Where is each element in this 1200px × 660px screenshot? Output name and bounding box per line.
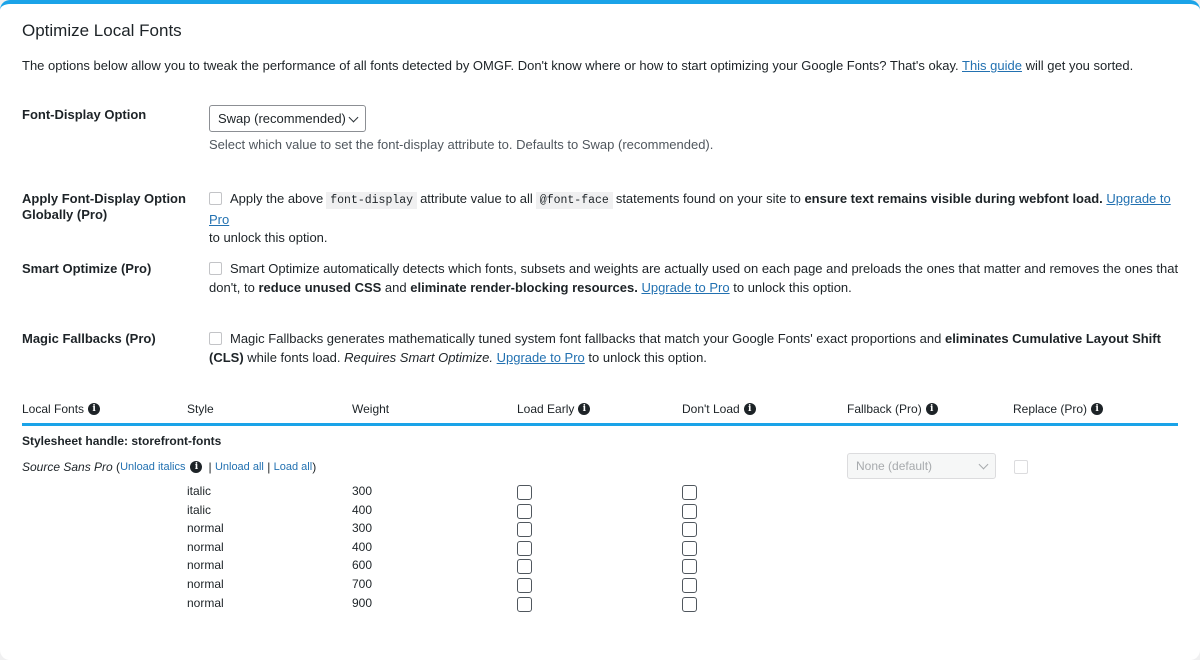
dont-load-checkbox[interactable] xyxy=(682,504,697,519)
th-load-early: Load Early i xyxy=(517,402,590,416)
apply-globally-label: Apply Font-Display Option Globally (Pro) xyxy=(22,191,186,222)
smart-optimize-desc: Smart Optimize automatically detects which fonts, subsets and weights are actually used on each page and preloads the ones that matter and removes the ones that don't, to reduce unused CSS and eliminate render-blocking resources. Upgrade to Pro to unlock this option. xyxy=(209,261,1179,295)
variant-weight: 300 xyxy=(352,521,373,536)
magic-fallbacks-desc: Magic Fallbacks generates mathematically tuned system font fallbacks that match your Google Fonts' exact proportions and eliminates Cumulative Layout Shift (CLS) while fonts load. Requires Smart Optimize. Upgrade to Pro to unlock this option. xyxy=(209,331,1161,365)
th-local-fonts: Local Fonts i xyxy=(22,402,100,416)
load-early-checkbox[interactable] xyxy=(517,485,532,500)
chevron-down-icon xyxy=(979,460,989,470)
guide-link[interactable]: This guide xyxy=(962,58,1022,73)
load-early-checkbox[interactable] xyxy=(517,559,532,574)
apply-globally-desc: Apply the above font-display attribute value to all @font-face statements found on your site to ensure text remains visible during webfont load. Upgrade to Pro to unlock this option. xyxy=(209,191,1171,245)
unload-italics-link[interactable]: Unload italics xyxy=(120,461,186,473)
variant-weight: 600 xyxy=(352,558,373,573)
load-all-link[interactable]: Load all xyxy=(273,461,313,473)
font-display-select[interactable]: Swap (recommended) xyxy=(209,105,366,132)
info-icon[interactable]: i xyxy=(578,403,590,415)
variant-style: italic xyxy=(187,502,212,517)
variant-weight: 900 xyxy=(352,595,373,610)
font-display-help: Select which value to set the font-display attribute to. Defaults to Swap (recommended). xyxy=(209,137,714,152)
load-early-checkbox[interactable] xyxy=(517,541,532,556)
load-early-checkbox[interactable] xyxy=(517,522,532,537)
upgrade-link[interactable]: Upgrade to Pro xyxy=(496,349,585,365)
fallback-select[interactable]: None (default) xyxy=(847,453,996,479)
unload-all-link[interactable]: Unload all xyxy=(214,461,264,473)
th-weight: Weight xyxy=(352,402,390,416)
smart-optimize-label: Smart Optimize (Pro) xyxy=(22,261,152,276)
dont-load-checkbox[interactable] xyxy=(682,541,697,556)
magic-fallbacks-checkbox[interactable] xyxy=(209,332,222,345)
replace-checkbox[interactable] xyxy=(1014,460,1028,474)
magic-fallbacks-label: Magic Fallbacks (Pro) xyxy=(22,331,156,346)
th-fallback: Fallback (Pro) i xyxy=(847,402,938,416)
variant-style: italic xyxy=(187,484,212,498)
variant-style: normal xyxy=(187,539,224,554)
th-style: Style xyxy=(187,402,214,416)
info-icon[interactable]: i xyxy=(744,403,756,415)
smart-optimize-checkbox[interactable] xyxy=(209,262,222,275)
info-icon[interactable]: i xyxy=(190,461,202,473)
variant-weight: 400 xyxy=(352,539,373,554)
variant-weight: 300 xyxy=(352,484,373,498)
upgrade-link[interactable]: Upgrade to Pro xyxy=(209,191,1171,227)
th-dont-load: Don't Load i xyxy=(682,402,756,416)
variant-weight: 400 xyxy=(352,502,373,517)
font-variants-list xyxy=(0,484,1200,624)
load-early-checkbox[interactable] xyxy=(517,578,532,593)
dont-load-checkbox[interactable] xyxy=(682,485,697,500)
chevron-down-icon xyxy=(349,113,359,123)
dont-load-checkbox[interactable] xyxy=(682,559,697,574)
variant-style: normal xyxy=(187,577,224,591)
variant-style: normal xyxy=(187,595,224,610)
upgrade-link[interactable]: Upgrade to Pro xyxy=(641,279,730,295)
code-font-face: @font-face xyxy=(536,192,613,209)
variant-style: normal xyxy=(187,558,224,573)
apply-globally-checkbox[interactable] xyxy=(209,192,222,205)
variant-style: normal xyxy=(187,521,224,536)
load-early-checkbox[interactable] xyxy=(517,504,532,519)
page-title: Optimize Local Fonts xyxy=(22,21,182,40)
info-icon[interactable]: i xyxy=(1091,403,1103,415)
info-icon[interactable]: i xyxy=(88,403,100,415)
stylesheet-handle: Stylesheet handle: storefront-fonts xyxy=(22,434,222,448)
intro-text: The options below allow you to tweak the performance of all fonts detected by OMGF. Don't know where or how to start optimizing your Google Fonts? That's okay. This guide will get you sorted. xyxy=(22,58,1134,73)
table-header-divider xyxy=(22,423,1178,426)
load-early-checkbox[interactable] xyxy=(517,597,532,612)
font-display-label: Font-Display Option xyxy=(22,107,147,122)
dont-load-checkbox[interactable] xyxy=(682,522,697,537)
dont-load-checkbox[interactable] xyxy=(682,578,697,593)
code-font-display: font-display xyxy=(326,192,417,209)
font-family-row: Source Sans Pro ( Unload italics i | Unload all | Load all ) xyxy=(22,460,317,474)
info-icon[interactable]: i xyxy=(926,403,938,415)
dont-load-checkbox[interactable] xyxy=(682,597,697,612)
font-name: Source Sans Pro xyxy=(22,460,113,474)
variant-weight: 700 xyxy=(352,577,373,591)
th-replace: Replace (Pro) i xyxy=(1013,402,1103,416)
